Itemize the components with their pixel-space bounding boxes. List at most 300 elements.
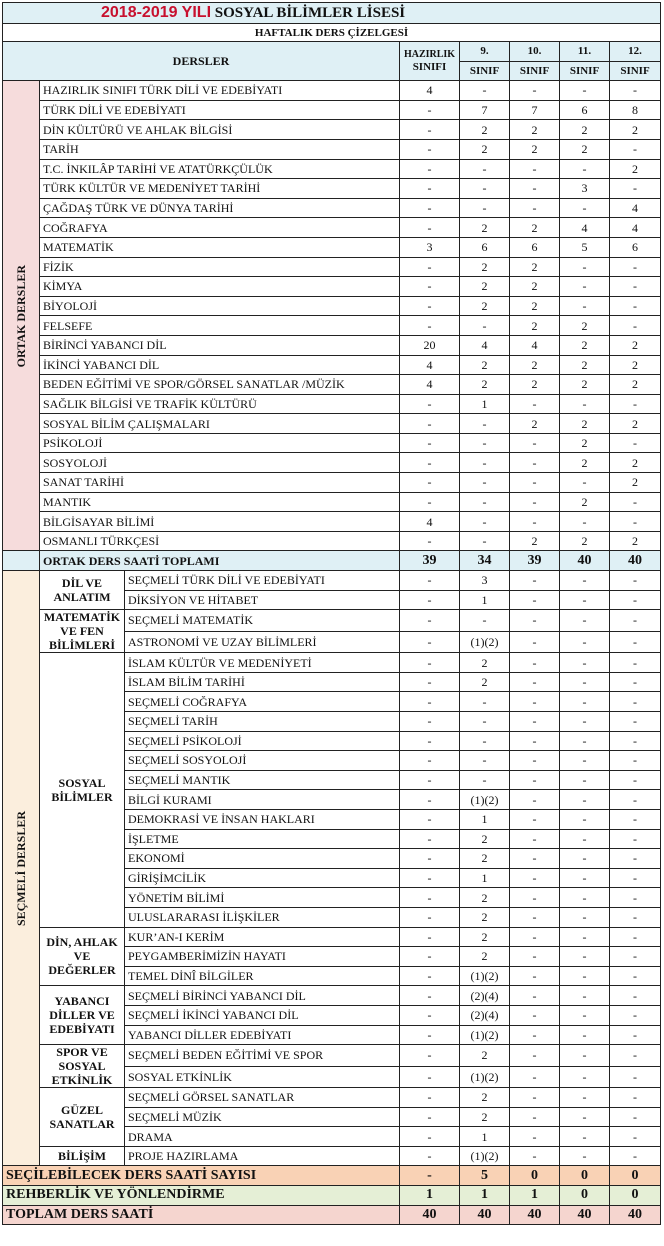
cell-value: 2 <box>460 888 510 908</box>
cell-value: 40 <box>560 551 610 571</box>
cell-value: - <box>400 1066 460 1088</box>
course-name: BİLGİSAYAR BİLİMİ <box>40 512 400 532</box>
table-row <box>3 159 661 179</box>
cell-value: - <box>560 198 610 218</box>
cell-value: 2 <box>610 159 661 179</box>
category-label: YABANCI DİLLER VE EDEBİYATI <box>40 986 125 1045</box>
cell-value: 20 <box>400 335 460 355</box>
course-name: DİN KÜLTÜRÜ VE AHLAK BİLGİSİ <box>40 120 400 140</box>
course-name: SOSYOLOJİ <box>40 453 400 473</box>
table-row <box>3 492 661 512</box>
cell-value: - <box>400 1127 460 1147</box>
cell-value: - <box>610 770 661 790</box>
table-row <box>3 355 661 375</box>
cell-value: 2 <box>560 414 610 434</box>
cell-value: - <box>400 473 460 493</box>
cell-value: - <box>510 453 560 473</box>
cell-value: - <box>560 1005 610 1025</box>
cell-value: - <box>610 590 661 610</box>
course-name: TÜRK KÜLTÜR VE MEDENİYET TARİHİ <box>40 179 400 199</box>
cell-value: - <box>560 631 610 653</box>
cell-value: - <box>510 1107 560 1127</box>
cell-value: - <box>610 1005 661 1025</box>
cell-value: 2 <box>510 139 560 159</box>
cell-value: - <box>510 751 560 771</box>
cell-value: 0 <box>560 1166 610 1186</box>
table-row <box>3 81 661 101</box>
category-label: SPOR VE SOSYAL ETKİNLİK <box>40 1045 125 1088</box>
cell-value: - <box>460 731 510 751</box>
cell-value: - <box>560 672 610 692</box>
cell-value: 0 <box>510 1166 560 1186</box>
cell-value: - <box>400 986 460 1006</box>
cell-value: 2 <box>460 829 510 849</box>
cell-value: - <box>560 653 610 673</box>
course-name: SEÇMELİ BEDEN EĞİTİMİ VE SPOR <box>125 1045 400 1067</box>
course-name: PEYGAMBERİMİZİN HAYATI <box>125 947 400 967</box>
table-row <box>3 653 661 673</box>
cell-value: 2 <box>560 335 610 355</box>
cell-value: - <box>560 473 610 493</box>
cell-value: (1)(2) <box>460 1146 510 1166</box>
cell-value: 2 <box>610 453 661 473</box>
cell-value: 2 <box>510 218 560 238</box>
cell-value: 2 <box>460 1045 510 1067</box>
cell-value: 1 <box>460 1186 510 1206</box>
cell-value: - <box>610 868 661 888</box>
cell-value: 2 <box>610 375 661 395</box>
cell-value: 2 <box>460 355 510 375</box>
summary-label: TOPLAM DERS SAATİ <box>3 1205 400 1225</box>
cell-value: 3 <box>400 237 460 257</box>
cell-value: - <box>610 653 661 673</box>
cell-value: - <box>400 1088 460 1108</box>
course-name: HAZIRLIK SINIFI TÜRK DİLİ VE EDEBİYATI <box>40 81 400 101</box>
cell-value: - <box>510 672 560 692</box>
col-grade-11: 11. <box>560 42 610 62</box>
cell-value: 2 <box>460 947 510 967</box>
cell-value: - <box>560 927 610 947</box>
cell-value: 2 <box>560 531 610 551</box>
cell-value: 4 <box>400 375 460 395</box>
cell-value: - <box>560 571 610 591</box>
cell-value: - <box>460 414 510 434</box>
cell-value: - <box>510 610 560 632</box>
cell-value: - <box>560 394 610 414</box>
summary-label: SEÇİLEBİLECEK DERS SAATİ SAYISI <box>3 1166 400 1186</box>
cell-value: 2 <box>610 355 661 375</box>
group-ortak-label: ORTAK DERSLER <box>14 264 28 367</box>
cell-value: - <box>560 1066 610 1088</box>
cell-value: - <box>560 829 610 849</box>
col-sinif-12: SINIF <box>610 61 661 81</box>
cell-value: - <box>510 692 560 712</box>
cell-value: - <box>510 927 560 947</box>
cell-value: 7 <box>460 100 510 120</box>
course-name: SEÇMELİ TARİH <box>125 712 400 732</box>
course-name: SEÇMELİ PSİKOLOJİ <box>125 731 400 751</box>
cell-value: - <box>510 770 560 790</box>
cell-value: - <box>610 296 661 316</box>
cell-value: 2 <box>460 1088 510 1108</box>
cell-value: - <box>510 712 560 732</box>
cell-value: - <box>400 179 460 199</box>
cell-value: 40 <box>560 1205 610 1225</box>
cell-value: 2 <box>510 355 560 375</box>
title-row <box>3 3 661 24</box>
cell-value: 2 <box>560 120 610 140</box>
cell-value: - <box>560 1146 610 1166</box>
cell-value: - <box>510 1045 560 1067</box>
col-hazirlik-bottom: SINIFI <box>412 61 447 74</box>
schedule-sheet <box>2 2 660 1225</box>
course-name: SANAT TARİHİ <box>40 473 400 493</box>
cell-value: - <box>610 277 661 297</box>
course-name: ASTRONOMİ VE UZAY BİLİMLERİ <box>125 631 400 653</box>
course-name: SEÇMELİ MÜZİK <box>125 1107 400 1127</box>
cell-value: - <box>460 492 510 512</box>
cell-value: - <box>400 159 460 179</box>
course-name: İSLAM KÜLTÜR VE MEDENİYETİ <box>125 653 400 673</box>
cell-value: - <box>610 610 661 632</box>
cell-value: 4 <box>400 81 460 101</box>
cell-value: (1)(2) <box>460 790 510 810</box>
cell-value: - <box>510 868 560 888</box>
cell-value: 2 <box>460 296 510 316</box>
cell-value: - <box>510 1088 560 1108</box>
header-row-1 <box>3 42 661 62</box>
cell-value: - <box>560 1088 610 1108</box>
cell-value: - <box>460 179 510 199</box>
cell-value: - <box>610 1146 661 1166</box>
course-name: SOSYAL BİLİM ÇALIŞMALARI <box>40 414 400 434</box>
course-name: TEMEL DİNÎ BİLGİLER <box>125 966 400 986</box>
cell-value: - <box>400 316 460 336</box>
cell-value: - <box>610 316 661 336</box>
subtitle-row <box>3 24 661 42</box>
cell-value: - <box>400 1005 460 1025</box>
cell-value: - <box>560 986 610 1006</box>
table-row <box>3 1088 661 1108</box>
cell-value: 2 <box>560 433 610 453</box>
cell-value: 2 <box>510 257 560 277</box>
cell-value: - <box>510 653 560 673</box>
cell-value: 2 <box>460 907 510 927</box>
group-secmeli <box>3 571 40 1166</box>
category-label: DİL VE ANLATIM <box>40 571 125 610</box>
cell-value: - <box>400 1025 460 1045</box>
course-name: PROJE HAZIRLAMA <box>125 1146 400 1166</box>
cell-value: - <box>610 888 661 908</box>
cell-value: - <box>400 809 460 829</box>
cell-value: - <box>610 1088 661 1108</box>
cell-value: - <box>510 198 560 218</box>
col-sinif-9: SINIF <box>460 61 510 81</box>
table-row <box>3 120 661 140</box>
cell-value: 2 <box>460 277 510 297</box>
cell-value: - <box>400 433 460 453</box>
cell-value: - <box>400 1146 460 1166</box>
cell-value: - <box>610 1045 661 1067</box>
course-name: BİYOLOJİ <box>40 296 400 316</box>
course-name: SEÇMELİ GÖRSEL SANATLAR <box>125 1088 400 1108</box>
cell-value: - <box>510 631 560 653</box>
cell-value: (1)(2) <box>460 1066 510 1088</box>
cell-value: - <box>510 433 560 453</box>
cell-value: - <box>460 453 510 473</box>
cell-value: - <box>560 907 610 927</box>
col-grade-10: 10. <box>510 42 560 62</box>
cell-value: - <box>400 672 460 692</box>
cell-value: - <box>460 198 510 218</box>
cell-value: 40 <box>610 1205 661 1225</box>
cell-value: - <box>610 692 661 712</box>
cell-value: (2)(4) <box>460 1005 510 1025</box>
table-row <box>3 571 661 591</box>
table-row <box>3 375 661 395</box>
category-label: SOSYAL BİLİMLER <box>40 653 125 927</box>
course-name: BEDEN EĞİTİMİ VE SPOR/GÖRSEL SANATLAR /MÜZİK <box>40 375 400 395</box>
cell-value: 2 <box>510 316 560 336</box>
cell-value: - <box>610 1025 661 1045</box>
cell-value: - <box>610 849 661 869</box>
cell-value: 2 <box>610 414 661 434</box>
cell-value: - <box>400 829 460 849</box>
course-name: İSLAM BİLİM TARİHİ <box>125 672 400 692</box>
table-row <box>3 433 661 453</box>
cell-value: (1)(2) <box>460 631 510 653</box>
table-row <box>3 179 661 199</box>
cell-value: - <box>510 1127 560 1147</box>
cell-value: 1 <box>400 1186 460 1206</box>
cell-value: - <box>460 751 510 771</box>
cell-value: - <box>400 849 460 869</box>
course-name: ÇAĞDAŞ TÜRK VE DÜNYA TARİHİ <box>40 198 400 218</box>
cell-value: - <box>560 966 610 986</box>
cell-value: 2 <box>560 453 610 473</box>
cell-value: - <box>610 571 661 591</box>
cell-value: - <box>400 277 460 297</box>
cell-value: - <box>610 631 661 653</box>
cell-value: - <box>610 512 661 532</box>
cell-value: - <box>510 159 560 179</box>
cell-value: - <box>510 571 560 591</box>
table-row <box>3 394 661 414</box>
group-secmeli-label: SEÇMELİ DERSLER <box>14 810 28 926</box>
cell-value: - <box>460 159 510 179</box>
cell-value: - <box>560 790 610 810</box>
cell-value: - <box>400 907 460 927</box>
course-name: YABANCI DİLLER EDEBİYATI <box>125 1025 400 1045</box>
cell-value: - <box>400 120 460 140</box>
cell-value: 6 <box>460 237 510 257</box>
cell-value: - <box>510 1066 560 1088</box>
cell-value: - <box>560 770 610 790</box>
table-row <box>3 414 661 434</box>
course-name: SOSYAL ETKİNLİK <box>125 1066 400 1088</box>
col-sinif-10: SINIF <box>510 61 560 81</box>
cell-value: 7 <box>510 100 560 120</box>
cell-value: - <box>400 100 460 120</box>
cell-value: - <box>460 531 510 551</box>
cell-value: - <box>400 453 460 473</box>
cell-value: - <box>610 712 661 732</box>
cell-value: - <box>610 257 661 277</box>
course-name: FELSEFE <box>40 316 400 336</box>
cell-value: 2 <box>610 120 661 140</box>
table-row <box>3 610 661 632</box>
course-name: SEÇMELİ BİRİNCİ YABANCI DİL <box>125 986 400 1006</box>
course-name: TÜRK DİLİ VE EDEBİYATI <box>40 100 400 120</box>
cell-value: 0 <box>560 1186 610 1206</box>
cell-value: - <box>460 512 510 532</box>
course-name: SEÇMELİ MANTIK <box>125 770 400 790</box>
cell-value: 2 <box>510 414 560 434</box>
total-spacer <box>3 551 40 571</box>
cell-value: 4 <box>400 512 460 532</box>
cell-value: - <box>400 692 460 712</box>
page-subtitle: HAFTALIK DERS ÇİZELGESİ <box>3 24 661 42</box>
cell-value: - <box>400 966 460 986</box>
course-name: İKİNCİ YABANCI DİL <box>40 355 400 375</box>
cell-value: - <box>610 433 661 453</box>
cell-value: - <box>460 473 510 493</box>
cell-value: 34 <box>460 551 510 571</box>
cell-value: - <box>610 672 661 692</box>
cell-value: 2 <box>560 375 610 395</box>
cell-value: - <box>400 414 460 434</box>
course-name: ULUSLARARASI İLİŞKİLER <box>125 907 400 927</box>
cell-value: 2 <box>560 492 610 512</box>
cell-value: 1 <box>460 590 510 610</box>
summary-row-rehber <box>3 1186 661 1206</box>
cell-value: 2 <box>510 277 560 297</box>
cell-value: - <box>400 296 460 316</box>
cell-value: 2 <box>510 296 560 316</box>
cell-value: - <box>460 770 510 790</box>
cell-value: - <box>560 731 610 751</box>
cell-value: - <box>510 849 560 869</box>
table-row <box>3 257 661 277</box>
cell-value: 4 <box>400 355 460 375</box>
cell-value: - <box>610 907 661 927</box>
cell-value: - <box>560 849 610 869</box>
cell-value: 6 <box>610 237 661 257</box>
cell-value: - <box>400 770 460 790</box>
table-row <box>3 1045 661 1067</box>
cell-value: 2 <box>610 531 661 551</box>
cell-value: - <box>400 139 460 159</box>
cell-value: - <box>400 1107 460 1127</box>
course-name: SEÇMELİ TÜRK DİLİ VE EDEBİYATI <box>125 571 400 591</box>
table-row <box>3 100 661 120</box>
cell-value: - <box>610 927 661 947</box>
cell-value: - <box>610 731 661 751</box>
cell-value: - <box>400 947 460 967</box>
cell-value: - <box>460 81 510 101</box>
course-name: OSMANLI TÜRKÇESİ <box>40 531 400 551</box>
cell-value: 2 <box>610 335 661 355</box>
table-row <box>3 139 661 159</box>
cell-value: - <box>510 907 560 927</box>
cell-value: - <box>610 751 661 771</box>
cell-value: - <box>400 1045 460 1067</box>
course-name: MATEMATİK <box>40 237 400 257</box>
cell-value: - <box>560 751 610 771</box>
cell-value: - <box>610 790 661 810</box>
cell-value: 4 <box>610 198 661 218</box>
cell-value: 2 <box>510 375 560 395</box>
table-row <box>3 198 661 218</box>
cell-value: - <box>610 966 661 986</box>
course-name: DRAMA <box>125 1127 400 1147</box>
cell-value: - <box>510 492 560 512</box>
cell-value: - <box>400 1166 460 1186</box>
course-name: KUR’AN-I KERİM <box>125 927 400 947</box>
cell-value: - <box>400 751 460 771</box>
cell-value: 0 <box>610 1186 661 1206</box>
cell-value: - <box>560 692 610 712</box>
cell-value: - <box>560 296 610 316</box>
cell-value: 1 <box>460 809 510 829</box>
table-row <box>3 473 661 493</box>
cell-value: (1)(2) <box>460 966 510 986</box>
cell-value: 2 <box>510 120 560 140</box>
cell-value: - <box>510 1025 560 1045</box>
cell-value: - <box>610 829 661 849</box>
cell-value: - <box>560 1127 610 1147</box>
table-row <box>3 1146 661 1166</box>
cell-value: - <box>610 1107 661 1127</box>
table-row <box>3 277 661 297</box>
course-name: SEÇMELİ COĞRAFYA <box>125 692 400 712</box>
cell-value: (2)(4) <box>460 986 510 1006</box>
cell-value: - <box>400 492 460 512</box>
cell-value: 0 <box>610 1166 661 1186</box>
table-row <box>3 218 661 238</box>
cell-value: - <box>560 947 610 967</box>
cell-value: 2 <box>460 672 510 692</box>
table-row <box>3 927 661 947</box>
cell-value: - <box>610 809 661 829</box>
cell-value: - <box>560 1045 610 1067</box>
cell-value: 2 <box>460 927 510 947</box>
cell-value: 3 <box>460 571 510 591</box>
cell-value: 5 <box>560 237 610 257</box>
cell-value: - <box>560 1107 610 1127</box>
cell-value: - <box>610 394 661 414</box>
cell-value: 39 <box>400 551 460 571</box>
cell-value: - <box>610 81 661 101</box>
cell-value: - <box>400 257 460 277</box>
table-row <box>3 316 661 336</box>
course-name: SEÇMELİ SOSYOLOJİ <box>125 751 400 771</box>
col-sinif-11: SINIF <box>560 61 610 81</box>
cell-value: - <box>610 1127 661 1147</box>
cell-value: - <box>610 947 661 967</box>
cell-value: - <box>510 394 560 414</box>
cell-value: - <box>510 966 560 986</box>
cell-value: - <box>610 139 661 159</box>
cell-value: - <box>400 927 460 947</box>
cell-value: - <box>400 590 460 610</box>
cell-value: - <box>560 610 610 632</box>
category-label: MATEMATİK VE FEN BİLİMLERİ <box>40 610 125 653</box>
cell-value: - <box>510 179 560 199</box>
cell-value: 40 <box>400 1205 460 1225</box>
cell-value: 2 <box>460 849 510 869</box>
cell-value: 1 <box>460 868 510 888</box>
